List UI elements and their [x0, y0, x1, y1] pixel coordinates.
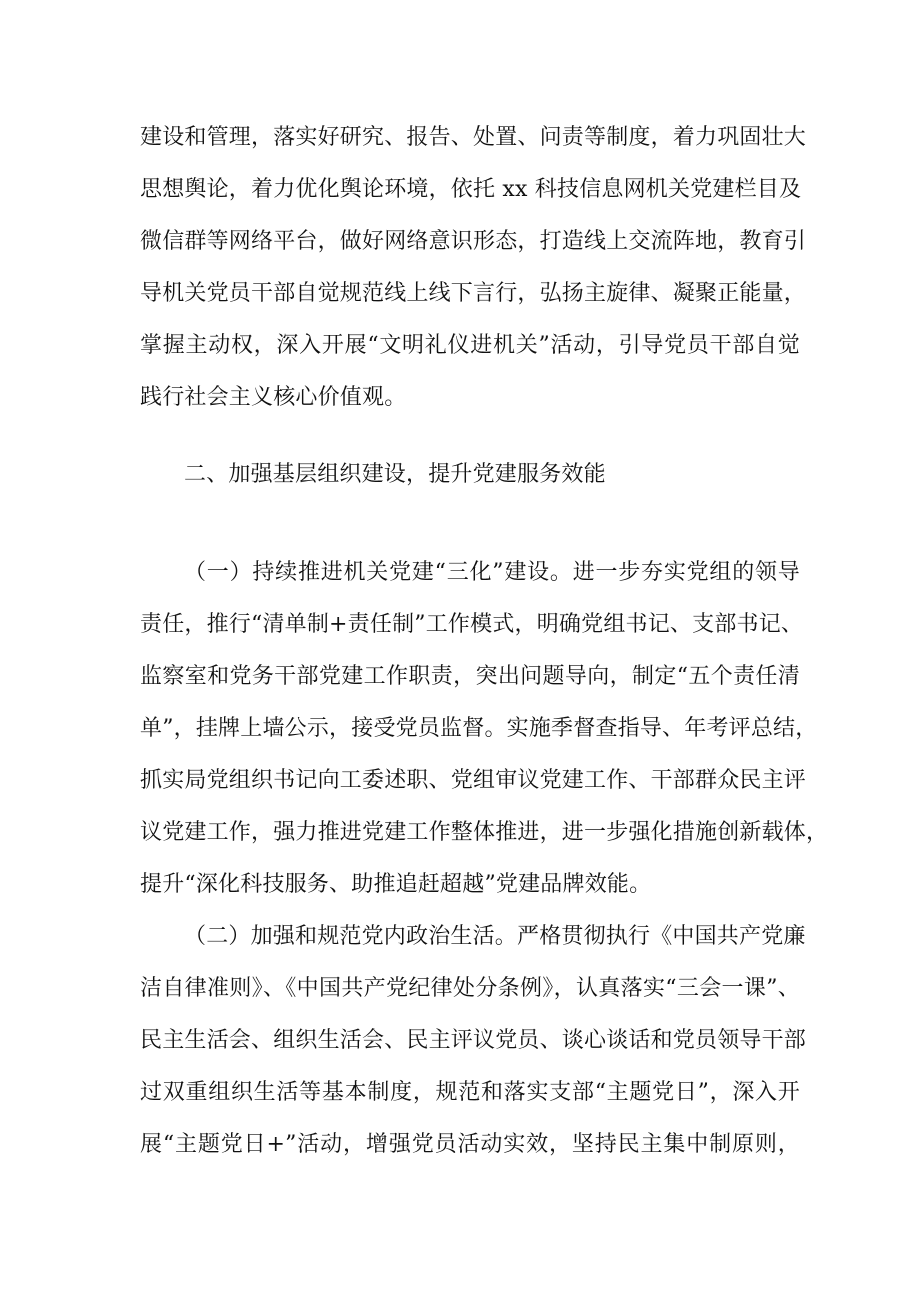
paragraph-line: 单”，挂牌上墙公示，接受党员监督。实施季督查指导、年考评总结， [140, 716, 818, 741]
paragraph-network-ideology [140, 112, 807, 424]
paragraph-line: 责任，推行“清单制+责任制”工作模式，明确党组书记、支部书记、 [140, 612, 804, 637]
section-heading-block [140, 449, 800, 501]
paragraph-line: （二）加强和规范党内政治生活。严格贯彻执行《中国共产党廉 [184, 924, 806, 949]
paragraph-line: 洁自律准则》、《中国共产党纪律处分条例》，认真落实“三会一课”、 [140, 976, 800, 1001]
paragraph-line: 践行社会主义核心价值观。 [140, 385, 407, 410]
paragraph-line: 微信群等网络平台，做好网络意识形态，打造线上交流阵地，教育引 [140, 229, 807, 254]
paragraph-line: 导机关党员干部自觉规范线上线下言行，弘扬主旋律、凝聚正能量， [140, 281, 807, 306]
paragraph-line: （一）持续推进机关党建“三化”建设。进一步夯实党组的领导 [184, 560, 800, 585]
paragraph-line: 议党建工作，强力推进党建工作整体推进，进一步强化措施创新载体， [140, 820, 829, 845]
paragraph-line: 建设和管理，落实好研究、报告、处置、问责等制度，着力巩固壮大 [140, 125, 807, 150]
paragraph-line: 监察室和党务干部党建工作职责，突出问题导向，制定“五个责任清 [140, 664, 800, 689]
paragraph-line: 提升“深化科技服务、助推追赶超越”党建品牌效能。 [140, 872, 652, 897]
paragraph-political-life [140, 911, 807, 1171]
paragraph-line: 抓实局党组织书记向工委述职、党组审议党建工作、干部群众民主评 [140, 768, 807, 793]
paragraph-line: 展“主题党日+”活动，增强党员活动实效，坚持民主集中制原则， [140, 1132, 800, 1157]
paragraph-sanhua-construction [140, 547, 829, 911]
paragraph-line: 思想舆论，着力优化舆论环境，依托 xx 科技信息网机关党建栏目及 [140, 177, 802, 202]
section-heading: 二、加强基层组织建设，提升党建服务效能 [184, 462, 606, 487]
paragraph-line: 掌握主动权，深入开展“文明礼仪进机关”活动，引导党员干部自觉 [140, 333, 800, 358]
paragraph-line: 过双重组织生活等基本制度，规范和落实支部“主题党日”，深入开 [140, 1080, 800, 1105]
paragraph-line: 民主生活会、组织生活会、民主评议党员、谈心谈话和党员领导干部 [140, 1028, 807, 1053]
